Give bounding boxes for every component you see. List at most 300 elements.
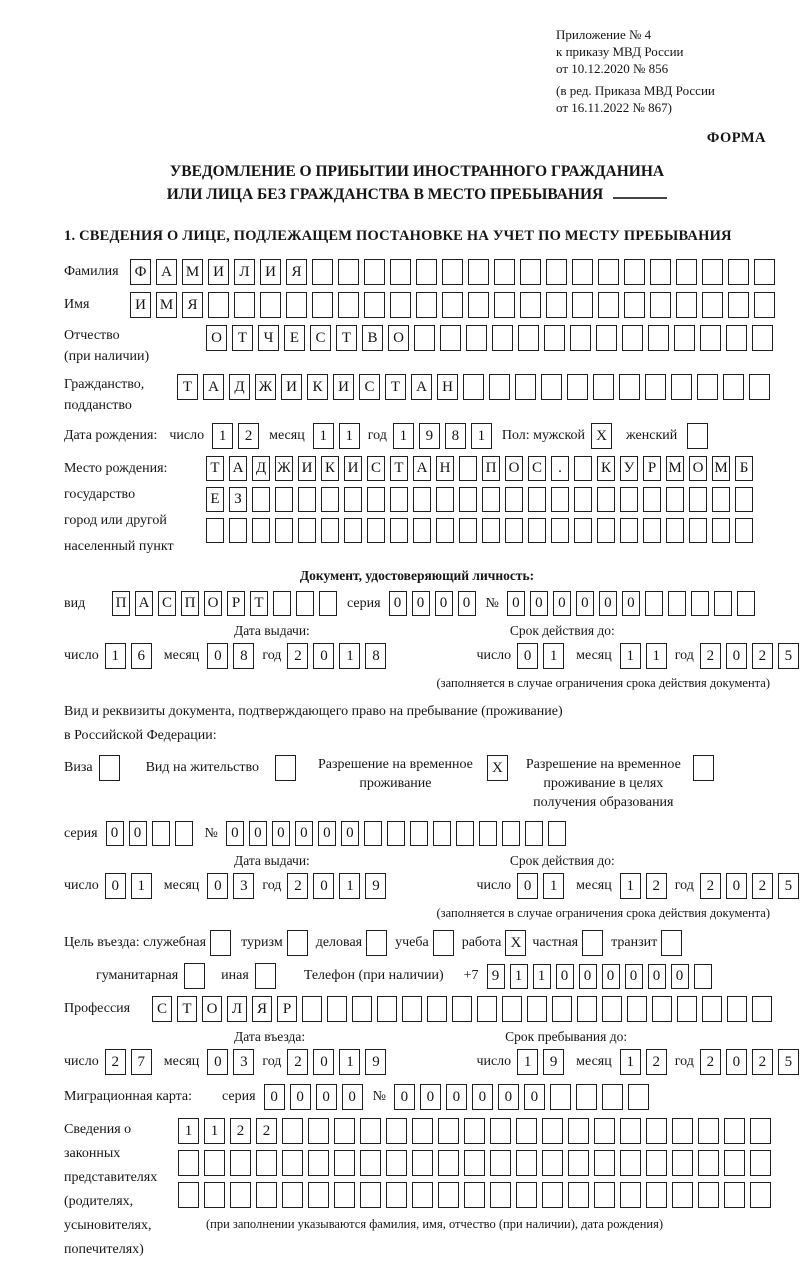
char-box xyxy=(568,1150,589,1176)
month-label: месяц xyxy=(576,878,612,893)
char-box xyxy=(702,996,722,1022)
char-box xyxy=(438,1182,459,1208)
char-box xyxy=(737,591,755,616)
char-box xyxy=(572,292,593,318)
other-label: иная xyxy=(221,968,249,983)
char-box xyxy=(602,1084,623,1110)
migration-card-label: Миграционная карта: xyxy=(64,1089,193,1104)
char-box xyxy=(463,374,484,400)
char-box: Р xyxy=(643,456,661,481)
char-box: 0 xyxy=(389,591,407,616)
char-box xyxy=(442,259,463,285)
purpose-humanitarian-checkbox xyxy=(184,963,205,989)
char-box: 1 xyxy=(105,643,126,669)
char-box xyxy=(282,1118,303,1144)
char-box: 9 xyxy=(543,1049,564,1075)
purpose-private-checkbox xyxy=(582,930,603,956)
stay-day xyxy=(517,1049,564,1075)
char-box: Ф xyxy=(130,259,151,285)
char-box: 9 xyxy=(487,964,505,989)
char-box: 2 xyxy=(256,1118,277,1144)
char-box: 1 xyxy=(620,1049,641,1075)
form-title-line1: УВЕДОМЛЕНИЕ О ПРИБЫТИИ ИНОСТРАННОГО ГРАЖДАНИНА xyxy=(169,163,665,180)
char-box xyxy=(726,325,747,351)
purpose-label: Цель въезда: служебная xyxy=(64,935,207,950)
char-box: 0 xyxy=(726,1049,747,1075)
char-box: 2 xyxy=(752,1049,773,1075)
char-box xyxy=(386,1118,407,1144)
entry-date-header: Дата въезда: xyxy=(234,1029,306,1044)
char-box xyxy=(334,1182,355,1208)
char-box: С xyxy=(152,996,172,1022)
char-box: 1 xyxy=(510,964,528,989)
char-box: 8 xyxy=(233,643,254,669)
char-box xyxy=(619,374,640,400)
representatives-row1 xyxy=(178,1118,771,1144)
humanitarian-phone-row xyxy=(64,963,770,989)
char-box xyxy=(646,1118,667,1144)
char-box xyxy=(360,1118,381,1144)
char-box xyxy=(282,1182,303,1208)
form-title xyxy=(64,160,770,206)
phone-prefix: +7 xyxy=(463,968,479,983)
char-box xyxy=(572,259,593,285)
char-box: 2 xyxy=(230,1118,251,1144)
char-box xyxy=(412,1150,433,1176)
char-box: 1 xyxy=(131,873,152,899)
permit-expiry-year xyxy=(700,873,799,899)
char-box xyxy=(466,325,487,351)
char-box: 1 xyxy=(543,643,564,669)
char-box: 0 xyxy=(602,964,620,989)
char-box xyxy=(698,1182,719,1208)
char-box: 9 xyxy=(419,423,440,449)
sex-male-checkbox: X xyxy=(591,423,612,449)
private-label: частная xyxy=(532,935,579,950)
char-box xyxy=(494,259,515,285)
char-box: 1 xyxy=(178,1118,199,1144)
char-box xyxy=(574,456,592,481)
char-box xyxy=(364,821,382,846)
char-box xyxy=(602,996,622,1022)
char-box xyxy=(438,1118,459,1144)
char-box: Н xyxy=(436,456,454,481)
char-box: 2 xyxy=(287,643,308,669)
char-box: Т xyxy=(206,456,224,481)
char-box xyxy=(714,591,732,616)
char-box: О xyxy=(202,996,222,1022)
char-box xyxy=(723,374,744,400)
char-box: 1 xyxy=(339,423,360,449)
char-box: И xyxy=(333,374,354,400)
char-box xyxy=(672,1118,693,1144)
year-label: год xyxy=(262,648,282,663)
char-box: О xyxy=(388,325,409,351)
char-box: 0 xyxy=(556,964,574,989)
char-box xyxy=(752,325,773,351)
char-box xyxy=(273,591,291,616)
char-box xyxy=(544,325,565,351)
entry-date-headers xyxy=(64,1029,770,1045)
char-box xyxy=(676,259,697,285)
char-box: 7 xyxy=(131,1049,152,1075)
char-box: Л xyxy=(227,996,247,1022)
char-box xyxy=(516,1182,537,1208)
char-box: П xyxy=(482,456,500,481)
patronymic-cells xyxy=(206,325,773,351)
char-box: 0 xyxy=(671,964,689,989)
char-box xyxy=(286,292,307,318)
char-box xyxy=(754,292,775,318)
char-box xyxy=(464,1182,485,1208)
valid-until-header: Срок действия до: xyxy=(509,623,615,638)
entry-year xyxy=(287,1049,386,1075)
char-box xyxy=(334,1118,355,1144)
char-box xyxy=(436,518,454,543)
char-box xyxy=(728,259,749,285)
char-box xyxy=(360,1150,381,1176)
business-label: деловая xyxy=(315,935,363,950)
amendment-line: от 16.11.2022 № 867) xyxy=(556,100,673,115)
field-given-name xyxy=(64,292,770,318)
doc-expiry-year xyxy=(700,643,799,669)
char-box xyxy=(567,374,588,400)
purpose-row xyxy=(64,930,770,956)
sex-female-checkbox xyxy=(687,423,708,449)
char-box xyxy=(410,821,428,846)
char-box xyxy=(490,1182,511,1208)
char-box xyxy=(728,292,749,318)
char-box: 1 xyxy=(393,423,414,449)
temp-residence-edu-checkbox xyxy=(693,755,714,781)
char-box: И xyxy=(260,259,281,285)
char-box xyxy=(518,325,539,351)
char-box xyxy=(520,259,541,285)
char-box xyxy=(516,1150,537,1176)
permit-date-headers xyxy=(64,853,770,869)
char-box: Е xyxy=(284,325,305,351)
char-box xyxy=(413,487,431,512)
permit-paragraph: Вид и реквизиты документа, подтверждающего право на пребывание (проживание) в Российской Федерации: xyxy=(64,704,563,743)
char-box: 0 xyxy=(625,964,643,989)
char-box xyxy=(175,821,193,846)
char-box xyxy=(627,996,647,1022)
permit-expiry-month xyxy=(620,873,667,899)
char-box xyxy=(624,259,645,285)
char-box: Ч xyxy=(258,325,279,351)
char-box xyxy=(735,487,753,512)
char-box: И xyxy=(130,292,151,318)
char-box xyxy=(152,821,170,846)
char-box xyxy=(542,1118,563,1144)
char-box: Т xyxy=(390,456,408,481)
char-box: А xyxy=(411,374,432,400)
char-box xyxy=(312,259,333,285)
char-box xyxy=(208,292,229,318)
char-box: 2 xyxy=(752,643,773,669)
char-box: 1 xyxy=(533,964,551,989)
char-box: Р xyxy=(227,591,245,616)
char-box xyxy=(620,1150,641,1176)
month-label: месяц xyxy=(163,1054,200,1069)
char-box xyxy=(260,292,281,318)
char-box xyxy=(416,259,437,285)
sex-female-label: женский xyxy=(626,428,678,443)
birth-date-label: Дата рождения: xyxy=(64,428,158,443)
char-box xyxy=(620,518,638,543)
char-box xyxy=(482,487,500,512)
char-box xyxy=(516,1118,537,1144)
char-box xyxy=(459,456,477,481)
char-box: 0 xyxy=(207,873,228,899)
char-box xyxy=(252,518,270,543)
char-box xyxy=(646,1150,667,1176)
citizenship-cells xyxy=(177,374,770,400)
citizenship-label: Гражданство, подданство xyxy=(64,377,145,413)
representatives-block xyxy=(64,1118,770,1262)
char-box xyxy=(452,996,472,1022)
char-box xyxy=(568,1118,589,1144)
validity-note: (заполняется в случае ограничения срока действия документа) xyxy=(436,676,770,690)
char-box: Ж xyxy=(255,374,276,400)
permit-issue-year xyxy=(287,873,386,899)
char-box: 5 xyxy=(778,643,799,669)
amendment-line: (в ред. Приказа МВД России xyxy=(556,83,715,98)
char-box: 0 xyxy=(599,591,617,616)
char-box: П xyxy=(112,591,130,616)
char-box: 0 xyxy=(507,591,525,616)
char-box: 0 xyxy=(318,821,336,846)
char-box: 0 xyxy=(412,591,430,616)
char-box xyxy=(468,259,489,285)
doc-dates-row xyxy=(64,643,793,669)
char-box: С xyxy=(310,325,331,351)
migration-number-cells xyxy=(394,1084,649,1110)
day-label: число xyxy=(64,1054,99,1069)
char-box: Т xyxy=(232,325,253,351)
char-box: 2 xyxy=(287,1049,308,1075)
char-box: М xyxy=(156,292,177,318)
char-box: 0 xyxy=(553,591,571,616)
char-box xyxy=(594,1150,615,1176)
month-label: месяц xyxy=(576,1054,612,1069)
char-box xyxy=(749,374,770,400)
char-box: 0 xyxy=(106,821,124,846)
char-box xyxy=(492,325,513,351)
char-box: 1 xyxy=(339,643,360,669)
appendix-line: от 10.12.2020 № 856 xyxy=(556,61,669,76)
permit-series-cells xyxy=(106,821,193,846)
given-name-cells xyxy=(130,292,775,318)
char-box xyxy=(334,1150,355,1176)
char-box: Л xyxy=(234,259,255,285)
char-box xyxy=(505,487,523,512)
stay-until-header: Срок пребывания до: xyxy=(505,1029,628,1044)
char-box: 8 xyxy=(445,423,466,449)
doc-type-label: вид xyxy=(64,595,86,611)
char-box xyxy=(275,518,293,543)
char-box xyxy=(551,518,569,543)
char-box xyxy=(620,487,638,512)
char-box xyxy=(312,292,333,318)
char-box: Я xyxy=(182,292,203,318)
birth-place-row2 xyxy=(206,487,753,512)
char-box: Р xyxy=(277,996,297,1022)
work-label: работа xyxy=(461,935,502,950)
char-box xyxy=(548,821,566,846)
char-box xyxy=(546,292,567,318)
char-box: 2 xyxy=(700,1049,721,1075)
char-box: Е xyxy=(206,487,224,512)
char-box: 0 xyxy=(579,964,597,989)
char-box xyxy=(390,518,408,543)
char-box xyxy=(464,1150,485,1176)
char-box xyxy=(574,518,592,543)
char-box: 1 xyxy=(339,873,360,899)
purpose-tourism-checkbox xyxy=(287,930,308,956)
char-box xyxy=(597,487,615,512)
char-box: 0 xyxy=(313,643,334,669)
char-box xyxy=(468,292,489,318)
char-box xyxy=(574,487,592,512)
year-label: год xyxy=(674,878,694,893)
migration-series-cells xyxy=(264,1084,363,1110)
char-box: 0 xyxy=(105,873,126,899)
year-label: год xyxy=(674,1054,694,1069)
char-box: 2 xyxy=(287,873,308,899)
title-blank-line xyxy=(613,183,667,199)
representatives-label: Сведения о законных представителях (родителях, усыновителях, попечителях) xyxy=(64,1122,158,1257)
char-box: 3 xyxy=(233,1049,254,1075)
sex-male-label: Пол: мужской xyxy=(501,428,586,443)
char-box xyxy=(597,518,615,543)
doc-number-sign: № xyxy=(485,595,499,611)
char-box: 0 xyxy=(435,591,453,616)
char-box: 0 xyxy=(576,591,594,616)
day-label: число xyxy=(476,1054,512,1069)
char-box xyxy=(671,374,692,400)
char-box: А xyxy=(203,374,224,400)
temp-residence-label: Разрешение на временное проживание xyxy=(317,757,473,791)
representatives-row3 xyxy=(178,1182,771,1208)
char-box: 0 xyxy=(420,1084,441,1110)
char-box xyxy=(515,374,536,400)
phone-label: Телефон (при наличии) xyxy=(303,968,444,983)
char-box xyxy=(691,591,709,616)
doc-issue-month xyxy=(207,643,254,669)
transit-label: транзит xyxy=(611,935,658,950)
char-box: 0 xyxy=(295,821,313,846)
doc-expiry-month xyxy=(620,643,667,669)
char-box xyxy=(494,292,515,318)
char-box xyxy=(436,487,454,512)
char-box xyxy=(620,1182,641,1208)
char-box xyxy=(594,1182,615,1208)
char-box xyxy=(413,518,431,543)
char-box xyxy=(527,996,547,1022)
char-box: 0 xyxy=(726,873,747,899)
char-box xyxy=(694,964,712,989)
char-box: 1 xyxy=(620,873,641,899)
char-box xyxy=(598,292,619,318)
birth-day-cells xyxy=(212,423,259,449)
char-box: К xyxy=(321,456,339,481)
char-box: П xyxy=(181,591,199,616)
char-box: 0 xyxy=(524,1084,545,1110)
char-box: 2 xyxy=(646,1049,667,1075)
char-box xyxy=(735,518,753,543)
char-box xyxy=(230,1150,251,1176)
birth-place-grid xyxy=(206,456,753,549)
char-box xyxy=(646,1182,667,1208)
char-box xyxy=(360,1182,381,1208)
char-box: М xyxy=(666,456,684,481)
profession-cells xyxy=(152,996,772,1022)
char-box: 1 xyxy=(339,1049,360,1075)
char-box xyxy=(598,259,619,285)
char-box xyxy=(344,518,362,543)
purpose-work-checkbox: X xyxy=(505,930,526,956)
char-box xyxy=(577,996,597,1022)
char-box: 2 xyxy=(105,1049,126,1075)
char-box xyxy=(377,996,397,1022)
char-box: И xyxy=(208,259,229,285)
char-box: 3 xyxy=(233,873,254,899)
char-box: 0 xyxy=(394,1084,415,1110)
char-box xyxy=(204,1150,225,1176)
stay-year xyxy=(700,1049,799,1075)
char-box: 5 xyxy=(778,1049,799,1075)
doc-issue-year xyxy=(287,643,386,669)
char-box: 0 xyxy=(207,643,228,669)
char-box: 0 xyxy=(226,821,244,846)
char-box xyxy=(344,487,362,512)
char-box: Н xyxy=(437,374,458,400)
char-box xyxy=(502,996,522,1022)
char-box xyxy=(204,1182,225,1208)
char-box: С xyxy=(367,456,385,481)
char-box: 0 xyxy=(648,964,666,989)
char-box xyxy=(576,1084,597,1110)
char-box: . xyxy=(551,456,569,481)
char-box xyxy=(321,518,339,543)
humanitarian-label: гуманитарная xyxy=(96,968,179,983)
char-box xyxy=(338,292,359,318)
char-box xyxy=(672,1182,693,1208)
entry-day xyxy=(105,1049,152,1075)
char-box: Т xyxy=(177,996,197,1022)
char-box xyxy=(505,518,523,543)
char-box: О xyxy=(689,456,707,481)
purpose-study-checkbox xyxy=(433,930,454,956)
char-box xyxy=(698,1118,719,1144)
char-box xyxy=(412,1182,433,1208)
char-box xyxy=(502,821,520,846)
char-box xyxy=(206,518,224,543)
char-box xyxy=(459,487,477,512)
char-box xyxy=(752,996,772,1022)
char-box: 5 xyxy=(778,873,799,899)
char-box xyxy=(386,1150,407,1176)
char-box: Я xyxy=(286,259,307,285)
char-box xyxy=(459,518,477,543)
char-box: 0 xyxy=(341,821,359,846)
char-box xyxy=(712,487,730,512)
field-surname xyxy=(64,259,770,285)
char-box xyxy=(352,996,372,1022)
char-box xyxy=(750,1150,771,1176)
char-box: И xyxy=(344,456,362,481)
